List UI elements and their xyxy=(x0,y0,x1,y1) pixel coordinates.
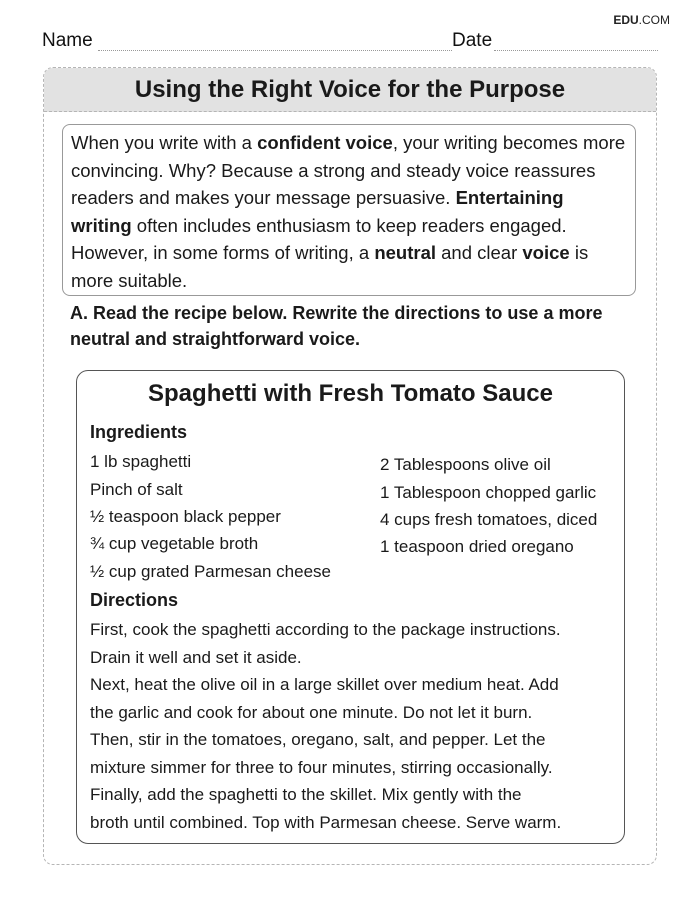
ingredient-item: ¾ cup vegetable broth xyxy=(90,534,259,553)
direction-line: Next, heat the olive oil in a large skillet over medium heat. Add xyxy=(90,675,559,694)
direction-line: mixture simmer for three to four minutes, stirring occasionally. xyxy=(90,757,553,777)
intro-text: often includes enthusiasm to keep readers engaged. However, in some forms of writing, a xyxy=(71,214,567,264)
intro-bold-term: Entertaining writing xyxy=(71,187,564,236)
page-title: Using the Right Voice for the Purpose xyxy=(134,75,566,103)
brand-bold: EDU xyxy=(613,13,639,27)
ingredient-item: 1 Tablespoon chopped garlic xyxy=(380,483,597,502)
brand-logo xyxy=(613,13,670,27)
intro-text: and clear xyxy=(436,242,523,264)
ingredient-item: 2 Tablespoons olive oil xyxy=(380,455,551,474)
name-label: Name xyxy=(42,30,93,51)
date-label: Date xyxy=(452,30,493,51)
intro-text: is more suitable. xyxy=(71,242,589,291)
intro-text: , your writing becomes more convincing. Why? Because a strong and steady voice reassures readers and makes your message persuasive. xyxy=(71,132,626,209)
name-line[interactable] xyxy=(98,50,452,51)
direction-line: Then, stir in the tomatoes, oregano, salt, and pepper. Let the xyxy=(90,730,546,749)
intro-box xyxy=(62,124,636,296)
direction-line: Finally, add the spaghetti to the skillet. Mix gently with the xyxy=(90,785,522,804)
ingredients-heading: Ingredients xyxy=(90,422,188,442)
direction-line: the garlic and cook for about one minute. Do not let it burn. xyxy=(90,702,533,722)
ingredient-item: Pinch of salt xyxy=(90,480,183,499)
recipe-card xyxy=(76,370,625,844)
intro-text: When you write with a xyxy=(71,132,258,153)
ingredient-item: 4 cups fresh tomatoes, diced xyxy=(380,510,598,529)
ingredient-item: ½ teaspoon black pepper xyxy=(90,507,281,526)
intro-bold-term: confident voice xyxy=(257,132,393,153)
directions-text xyxy=(90,616,620,836)
direction-line: First, cook the spaghetti according to the package instructions. xyxy=(90,620,561,639)
directions-heading: Directions xyxy=(90,590,179,610)
ingredient-item: 1 lb spaghetti xyxy=(90,452,192,471)
direction-line: Drain it well and set it aside. xyxy=(90,647,302,667)
recipe-title: Spaghetti with Fresh Tomato Sauce xyxy=(148,380,553,407)
ingredient-item: 1 teaspoon dried oregano xyxy=(380,537,574,556)
brand-rest: .COM xyxy=(638,13,670,27)
ingredient-item: ½ cup grated Parmesan cheese xyxy=(90,562,331,581)
instruction-text: A. Read the recipe below. Rewrite the directions to use a more neutral and straightforward voice. xyxy=(70,303,603,349)
intro-bold-term: voice xyxy=(522,242,570,264)
name-date-row xyxy=(42,30,658,54)
date-line[interactable] xyxy=(494,50,658,51)
direction-line: broth until combined. Top with Parmesan cheese. Serve warm. xyxy=(90,812,562,832)
title-bar xyxy=(44,68,656,112)
intro-bold-term: neutral xyxy=(374,242,436,264)
